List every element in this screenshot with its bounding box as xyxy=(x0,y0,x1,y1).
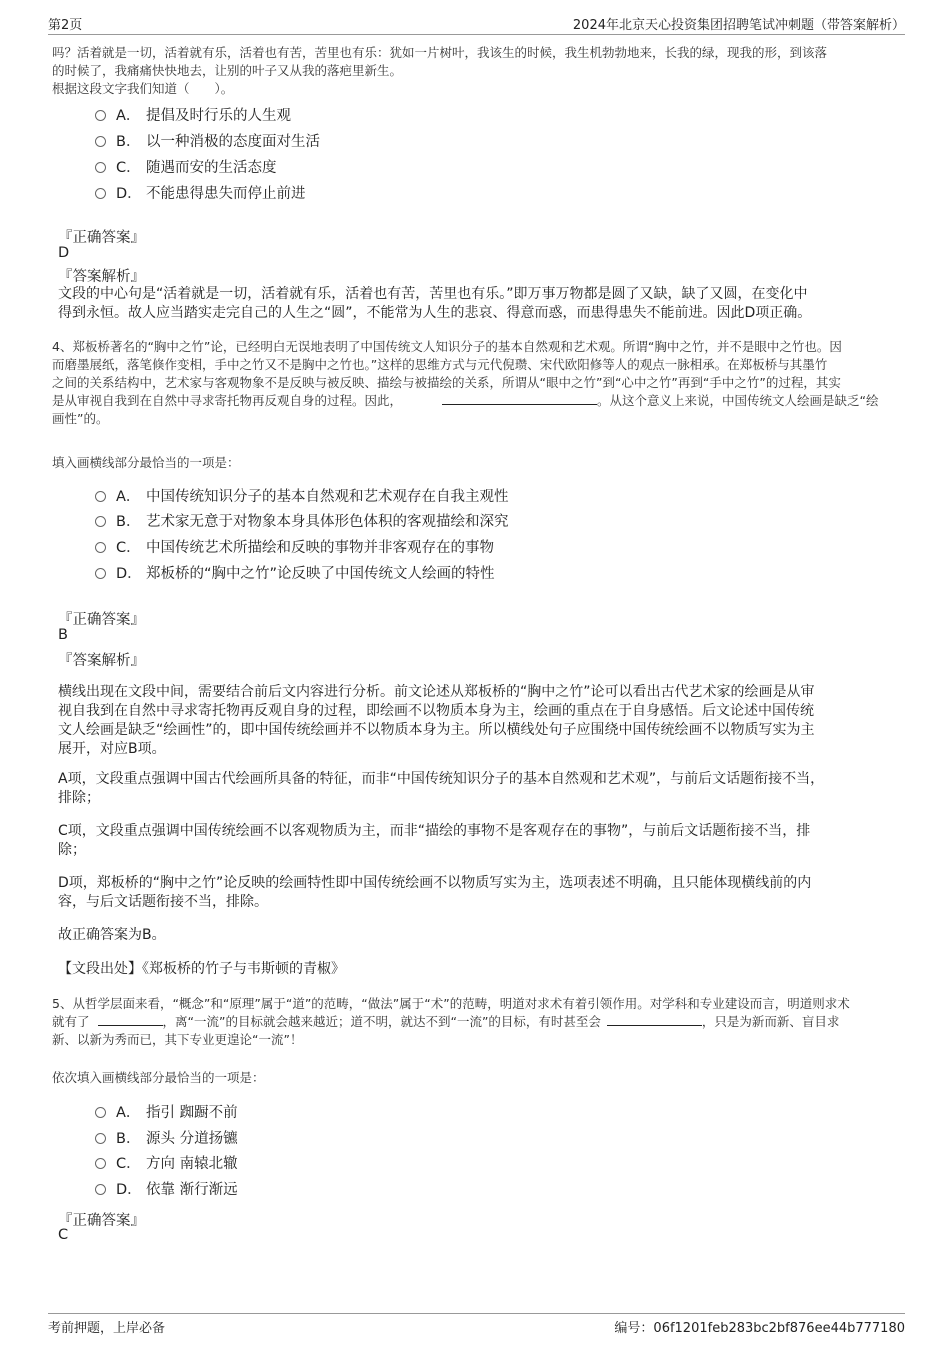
page-number: 第2页 xyxy=(48,18,83,33)
footer-slogan: 考前押题，上岸必备 xyxy=(48,1321,166,1336)
intro-passage xyxy=(52,44,827,98)
document-id: 编号：06f1201feb283bc2bf876ee44b777180 xyxy=(614,1321,905,1336)
q5-answer: C xyxy=(58,1227,69,1243)
q3-analysis: 文段的中心句是“活着就是一切，活着就有乐，活着也有苦，苦里也有乐。”即万事万物都是圆了又缺，缺了又圆，在变化中 得到永恒。故人应当踏实走完自己的人生之“圆”，不能常为人生的悲哀、得意而惑，而患得患失不能前进。因此D项正确。 xyxy=(58,286,812,321)
radio-icon[interactable] xyxy=(95,136,106,147)
q4-option-c[interactable]: C． 中国传统艺术所描绘和反映的事物并非客观存在的事物 xyxy=(95,538,494,558)
q3-analysis-label: 『答案解析』 xyxy=(58,269,145,285)
q4-option-d[interactable]: D． 郑板桥的“胸中之竹”论反映了中国传统文人绘画的特性 xyxy=(95,564,495,584)
q4-answer: B xyxy=(58,627,68,643)
q4-analysis-para-a: A项，文段重点强调中国古代绘画所具备的特征，而非“中国传统知识分子的基本自然观和艺术观”，与前后文话题衔接不当， 排除； xyxy=(58,771,825,806)
q4-option-b[interactable]: B． 艺术家无意于对物象本身具体形色体积的客观描绘和深究 xyxy=(95,512,509,532)
radio-icon[interactable] xyxy=(95,162,106,173)
q3-option-c[interactable]: C． 随遇而安的生活态度 xyxy=(95,158,277,178)
q5-option-b[interactable]: B． 源头 分道扬镳 xyxy=(95,1129,238,1149)
radio-icon[interactable] xyxy=(95,1107,106,1118)
q3-option-b[interactable]: B． 以一种消极的态度面对生活 xyxy=(95,132,320,152)
intro-line: 的时候了，我痛痛快快地去，让别的叶子又从我的落疤里新生。 xyxy=(52,63,403,78)
q5-option-d[interactable]: D． 依靠 渐行渐远 xyxy=(95,1180,238,1200)
q5-answer-label: 『正确答案』 xyxy=(58,1213,145,1229)
radio-icon[interactable] xyxy=(95,188,106,199)
q4-analysis-para-d: D项，郑板桥的“胸中之竹”论反映的绘画特性即中国传统绘画不以物质写实为主，选项表述不明确，且只能体现横线前的内 容，与后文话题衔接不当，排除。 xyxy=(58,875,812,910)
q4-answer-label: 『正确答案』 xyxy=(58,612,145,628)
q4-prompt: 填入画横线部分最恰当的一项是： xyxy=(52,455,240,470)
document-title: 2024年北京天心投资集团招聘笔试冲刺题（带答案解析） xyxy=(572,18,905,33)
intro-question: 根据这段文字我们知道（ ）。 xyxy=(52,81,234,96)
q4-question: 4、郑板桥著名的“胸中之竹”论，已经明白无误地表明了中国传统文人知识分子的基本自然观和艺术观。所谓“胸中之竹，并不是眼中之竹也。因 而磨墨展纸，落笔倏作变相，手中之竹又不是胸中之竹也。”这样的思维方式与元代倪瓒、宋代欧阳修等人的观点一脉相承。在郑板桥与其墨竹 之间的关系结构中，艺术家与客观物象不是反映与被反映、描绘与被描绘的关系，所谓从“眼中之竹”到“心中之竹”再到“手中之竹”的过程，其实 是从审视自我到在自然中寻求寄托物再反观自身的过程。因此， 。从这个意义上来说，中国传统文人绘画是缺乏“绘 画性”的。 xyxy=(52,339,879,426)
q5-prompt: 依次填入画横线部分最恰当的一项是： xyxy=(52,1070,265,1085)
q3-option-a[interactable]: A． 提倡及时行乐的人生观 xyxy=(95,106,291,126)
intro-line: 吗？活着就是一切，活着就有乐，活着也有苦，苦里也有乐：犹如一片树叶，我该生的时候，我生机勃勃地来，长我的绿，现我的形，到该落 xyxy=(52,45,828,60)
q4-analysis-label: 『答案解析』 xyxy=(58,653,145,669)
q3-option-d[interactable]: D． 不能患得患失而停止前进 xyxy=(95,184,306,204)
q3-answer: D xyxy=(58,245,70,261)
q4-source: 【文段出处】《郑板桥的竹子与韦斯顿的青椒》 xyxy=(58,961,345,977)
fill-blank xyxy=(442,392,597,405)
radio-icon[interactable] xyxy=(95,1184,106,1195)
radio-icon[interactable] xyxy=(95,1133,106,1144)
q5-question: 5、从哲学层面来看，“概念”和“原理”属于“道”的范畴，“做法”属于“术”的范畴，明道对求术有着引领作用。对学科和专业建设而言，明道则求术 就有了 ，离“一流”的目标就会越来越近；道不明，就达不到“一流”的目标，有时甚至会 ，只是为新而新、盲目求 新、以新为秀而已，其下专业更遑论“一流”！ xyxy=(52,996,850,1047)
q4-analysis-para-c: C项，文段重点强调中国传统绘画不以客观物质为主，而非“描绘的事物不是客观存在的事物”，与前后文话题衔接不当，排 除； xyxy=(58,823,811,858)
page-header xyxy=(48,12,905,35)
q3-answer-label: 『正确答案』 xyxy=(58,230,145,246)
q4-option-a[interactable]: A． 中国传统知识分子的基本自然观和艺术观存在自我主观性 xyxy=(95,487,509,507)
q5-option-c[interactable]: C． 方向 南辕北辙 xyxy=(95,1154,238,1174)
radio-icon[interactable] xyxy=(95,568,106,579)
q4-analysis-para-1: 横线出现在文段中间，需要结合前后文内容进行分析。前文论述从郑板桥的“胸中之竹”论可以看出古代艺术家的绘画是从审 视自我到在自然中寻求寄托物再反观自身的过程，即绘画不以物质本身为主，绘画的重点在于自身感悟。后文论述中国传统 文人绘画是缺乏“绘画性”的，即中国传统绘画并不以物质本身为主。所以横线处句子应围绕中国传统绘画不以物质写实为主 展开，对应B项。 xyxy=(58,684,815,757)
fill-blank xyxy=(98,1013,163,1026)
page-footer xyxy=(48,1313,905,1336)
radio-icon[interactable] xyxy=(95,110,106,121)
q4-conclusion: 故正确答案为B。 xyxy=(58,927,166,943)
q5-option-a[interactable]: A． 指引 踟蹰不前 xyxy=(95,1103,238,1123)
radio-icon[interactable] xyxy=(95,1158,106,1169)
radio-icon[interactable] xyxy=(95,542,106,553)
fill-blank xyxy=(607,1013,702,1026)
radio-icon[interactable] xyxy=(95,516,106,527)
radio-icon[interactable] xyxy=(95,491,106,502)
